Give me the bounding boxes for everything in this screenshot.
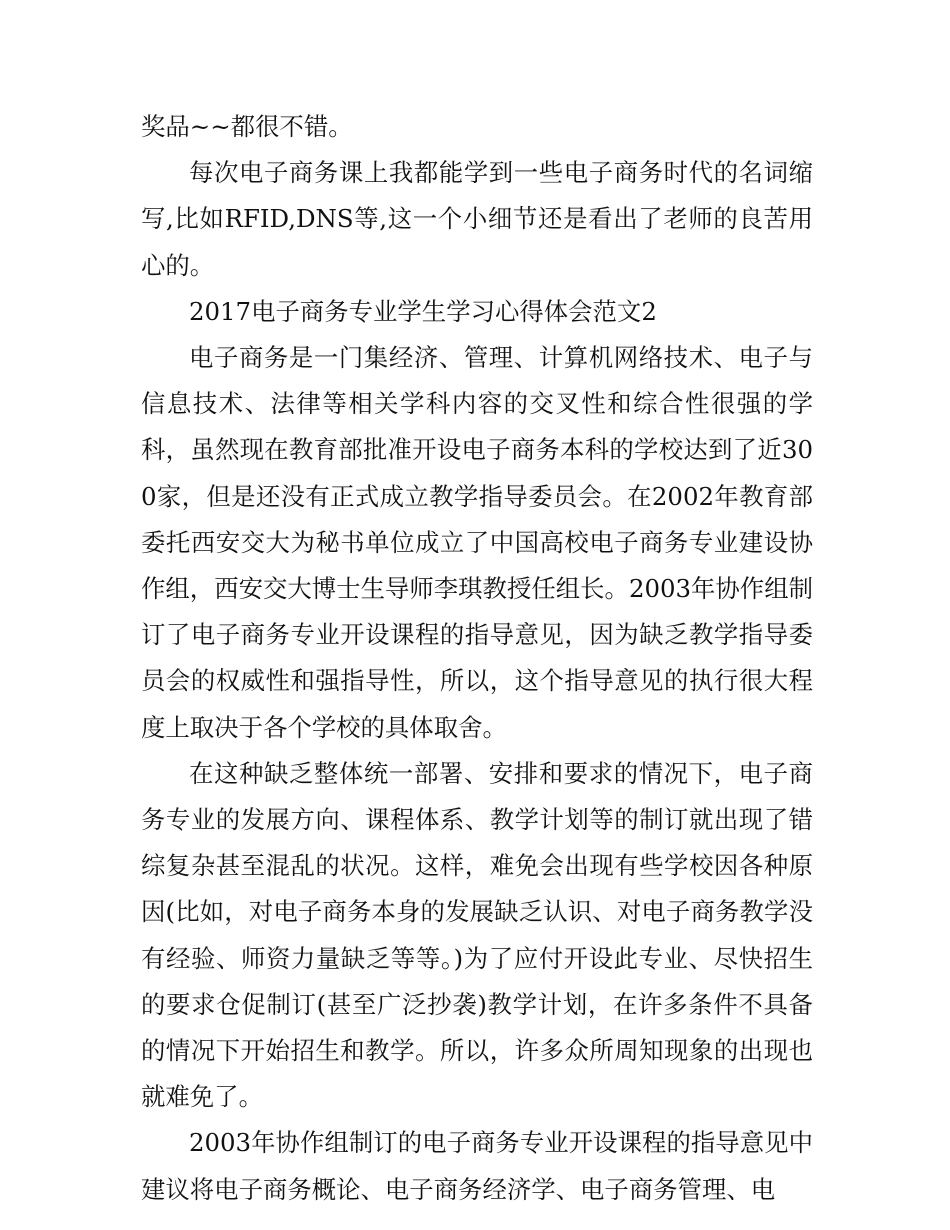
document-body <box>141 104 813 1213</box>
section-heading: 2017电子商务专业学生学习心得体会范文2 <box>189 296 657 326</box>
paragraph-terms: 每次电子商务课上我都能学到一些电子商务时代的名词缩写,比如RFID,DNS等,这一个小细节还是看出了老师的良苦用心的。 <box>141 158 813 280</box>
paragraph-continuation: 奖品~~都很不错。 <box>141 112 353 141</box>
paragraph-intro: 电子商务是一门集经济、管理、计算机网络技术、电子与信息技术、法律等相关学科内容的交叉性和综合性很强的学科，虽然现在教育部批准开设电子商务本科的学校达到了近300家，但是还没有正式成立教学指导委员会。在2002年教育部委托西安交大为秘书单位成立了中国高校电子商务专业建设协作组，西安交大博士生导师李琪教授任组长。2003年协作组制订了电子商务专业开设课程的指导意见，因为缺乏教学指导委员会的权威性和强指导性，所以，这个指导意见的执行很大程度上取决于各个学校的具体取舍。 <box>141 343 813 742</box>
paragraph-situation: 在这种缺乏整体统一部署、安排和要求的情况下，电子商务专业的发展方向、课程体系、教学计划等的制订就出现了错综复杂甚至混乱的状况。这样，难免会出现有些学校因各种原因(比如，对电子商务本身的发展缺乏认识、对电子商务教学没有经验、师资力量缺乏等等。)为了应付开设此专业、尽快招生的要求仓促制订(甚至广泛抄袭)教学计划，在许多条件不具备的情况下开始招生和教学。所以，许多众所周知现象的出现也就难免了。 <box>141 758 813 1112</box>
paragraph-recommendation: 2003年协作组制订的电子商务专业开设课程的指导意见中建议将电子商务概论、电子商务经济学、电子商务管理、电 <box>141 1128 813 1204</box>
